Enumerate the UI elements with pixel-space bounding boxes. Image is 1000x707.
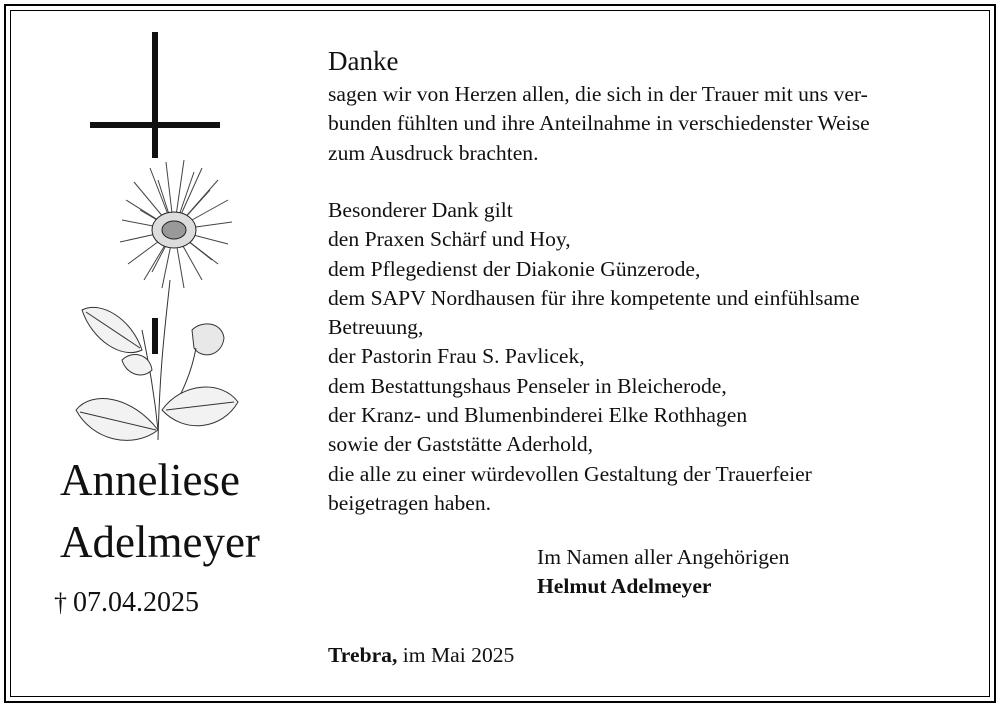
death-date-line	[54, 586, 199, 620]
text-line: Betreuung,	[328, 315, 424, 340]
death-date: 07.04.2025	[73, 587, 199, 618]
deceased-last-name: Adelmeyer	[60, 517, 260, 567]
text-line: dem Pflegedienst der Diakonie Günzerode,	[328, 256, 701, 281]
signature-intro: Im Namen aller Angehörigen	[537, 545, 790, 569]
text-line: die alle zu einer würdevollen Gestaltung der Trauerfeier	[328, 461, 812, 486]
text-line: Besonderer Dank gilt	[328, 198, 513, 222]
place-date: im Mai 2025	[402, 643, 515, 667]
dahlia-flower-icon	[76, 160, 238, 440]
thanks-paragraph	[328, 80, 870, 168]
message-title: Danke	[328, 46, 399, 76]
text-line: der Pastorin Frau S. Pavlicek,	[328, 344, 585, 369]
text-line: bunden fühlten und ihre Anteilnahme in verschiedenster Weise	[328, 111, 870, 136]
cross-icon	[90, 32, 220, 354]
text-line: dem Bestattungshaus Penseler in Bleicherode,	[328, 373, 727, 398]
text-line: sowie der Gaststätte Aderhold,	[328, 432, 594, 457]
death-cross-icon: †	[54, 588, 67, 617]
signature-block	[537, 543, 789, 601]
place-date-line	[328, 641, 514, 670]
place-town: Trebra,	[328, 643, 398, 667]
deceased-first-name: Anneliese	[60, 455, 240, 505]
signature-name: Helmut Adelmeyer	[537, 574, 712, 598]
text-line: sagen wir von Herzen allen, die sich in der Trauer mit uns ver-	[328, 82, 868, 106]
text-line: beigetragen haben.	[328, 490, 492, 515]
memorial-artwork	[62, 30, 252, 470]
text-line: den Praxen Schärf und Hoy,	[328, 227, 571, 252]
text-line: dem SAPV Nordhausen für ihre kompetente und einfühlsame	[328, 285, 860, 310]
special-thanks-paragraph	[328, 196, 860, 518]
text-line: der Kranz- und Blumenbinderei Elke Rothhagen	[328, 403, 748, 428]
text-line: zum Ausdruck brachten.	[328, 140, 539, 165]
